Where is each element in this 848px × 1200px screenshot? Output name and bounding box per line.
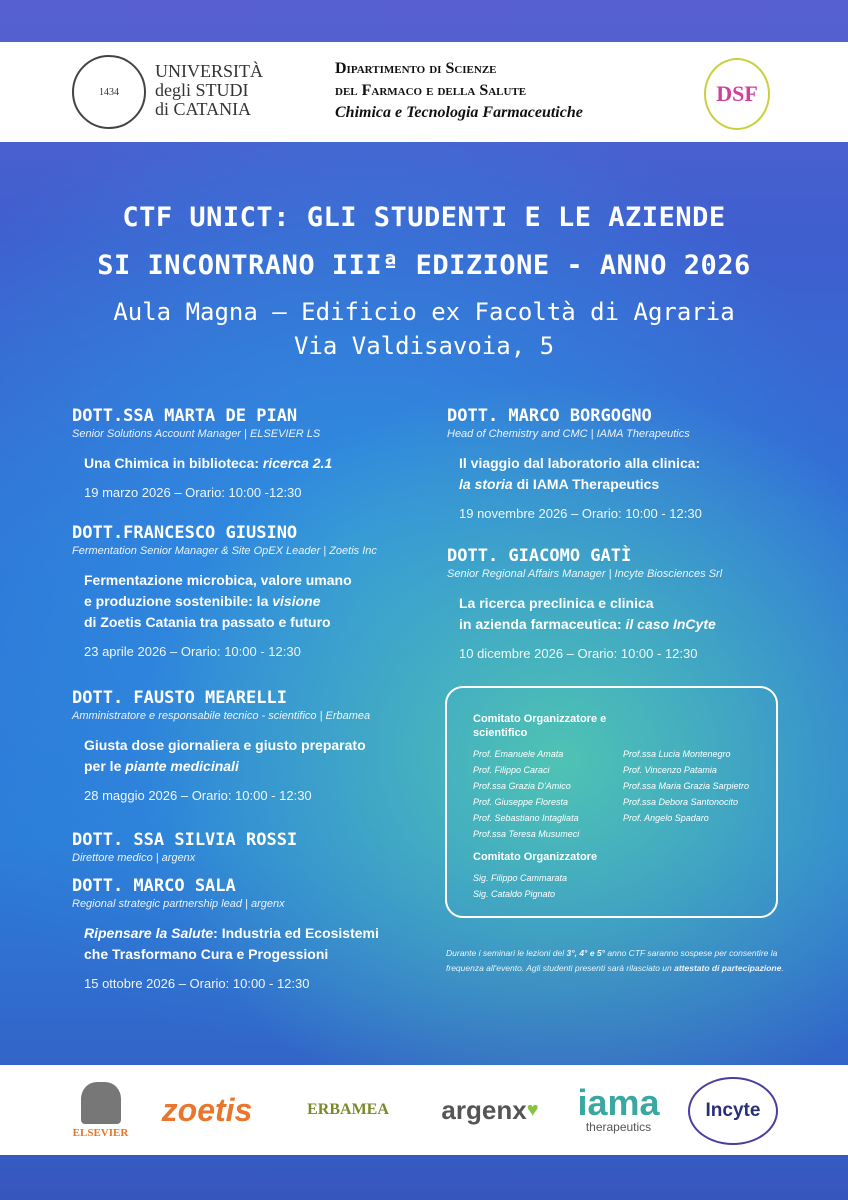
seminar <box>447 405 817 523</box>
talk-title: Fermentazione microbica, valore umano e produzione sostenibile: la visione di Zoetis Catania tra passato e futuro <box>84 572 352 630</box>
speaker-name: DOTT. MARCO BORGOGNO <box>447 406 652 426</box>
seminar <box>72 687 442 805</box>
committee-member: Prof.ssa Lucia Montenegro <box>623 749 731 759</box>
seminar-date: 23 aprile 2026 – Orario: 10:00 - 12:30 <box>84 644 301 659</box>
committee-member: Sig. Cataldo Pignato <box>473 889 556 899</box>
dsf-logo: DSF <box>704 58 770 130</box>
seminar-date: 28 maggio 2026 – Orario: 10:00 - 12:30 <box>84 788 312 803</box>
seminar <box>72 829 442 993</box>
course-name: Chimica e Tecnologia Farmaceutiche <box>335 104 583 121</box>
speaker-name: DOTT. MARCO SALA <box>72 876 236 896</box>
committee-member: Prof.ssa Maria Grazia Sarpietro <box>623 781 750 791</box>
talk-title: Il viaggio dal laboratorio alla clinica: la storia di IAMA Therapeutics <box>459 455 701 492</box>
speaker-role: Regional strategic partnership lead | argenx <box>72 898 285 910</box>
location-line: Via Valdisavoia, 5 <box>293 332 555 360</box>
seminar <box>72 405 442 502</box>
committee-member: Sig. Filippo Cammarata <box>473 873 568 883</box>
committee-title: Comitato Organizzatore e scientifico <box>473 713 607 739</box>
speaker-name: DOTT.SSA MARTA DE PIAN <box>72 406 298 426</box>
event-title <box>0 194 848 290</box>
speaker-role: Senior Solutions Account Manager | ELSEVIER LS <box>72 428 321 440</box>
seminar-date: 19 marzo 2026 – Orario: 10:00 -12:30 <box>84 485 302 500</box>
dept-line: del Farmaco e della Salute <box>335 82 527 99</box>
committee-member: Prof.ssa Teresa Musumeci <box>473 829 580 839</box>
speaker-name: DOTT. SSA SILVIA ROSSI <box>72 830 298 850</box>
committee-member: Prof. Vincenzo Patamia <box>623 765 717 775</box>
university-name <box>155 62 263 119</box>
speaker-role: Fermentation Senior Manager & Site OpEX Leader | Zoetis Inc <box>72 545 377 557</box>
speaker-name: DOTT. FAUSTO MEARELLI <box>72 688 287 708</box>
speaker-name: DOTT.FRANCESCO GIUSINO <box>72 523 298 543</box>
seminar-date: 10 dicembre 2026 – Orario: 10:00 - 12:30 <box>459 646 698 661</box>
talk-title: Una Chimica in biblioteca: ricerca 2.1 <box>84 455 333 471</box>
seminar <box>447 545 817 663</box>
seminar <box>72 522 442 661</box>
dept-line: Dipartimento di Scienze <box>335 60 497 77</box>
committee-box <box>445 686 778 918</box>
seminar-date: 19 novembre 2026 – Orario: 10:00 - 12:30 <box>459 506 702 521</box>
title-line: SI INCONTRANO IIIª EDIZIONE - ANNO 2026 <box>97 250 751 281</box>
committee-title: Comitato Organizzatore <box>473 851 598 863</box>
department-name <box>335 58 583 124</box>
elsevier-logo: ELSEVIER <box>68 1080 133 1140</box>
title-line: CTF UNICT: GLI STUDENTI E LE AZIENDE <box>122 202 726 233</box>
incyte-logo: Incyte <box>688 1077 778 1145</box>
committee-member: Prof. Emanuele Amata <box>473 749 564 759</box>
university-seal-logo: 1434 <box>72 55 146 129</box>
speaker-role: Senior Regional Affairs Manager | Incyte Biosciences Srl <box>447 568 723 580</box>
uni-line: degli STUDI <box>155 80 249 100</box>
speaker-role: Amministratore e responsabile tecnico - scientifico | Erbamea <box>72 710 371 722</box>
talk-title: Ripensare la Salute: Industria ed Ecosistemi che Trasformano Cura e Progessioni <box>84 925 379 962</box>
committee-member: Prof. Giuseppe Floresta <box>473 797 569 807</box>
argenx-logo: argenx ♥ <box>441 1094 539 1125</box>
speaker-role: Head of Chemistry and CMC | IAMA Therapeutics <box>447 428 690 440</box>
committee-member: Prof. Sebastiano Intagliata <box>473 813 579 823</box>
attendance-note: Durante i seminari le lezioni del 3°, 4° e 5° anno CTF saranno sospese per consentire la frequenza all'evento. Agli studenti presenti sarà rilasciato un attestato di partecipazione. <box>446 948 784 973</box>
right-column <box>447 405 817 685</box>
erbamea-logo: ERBAMEA <box>307 1101 389 1118</box>
uni-line: UNIVERSITÀ <box>155 61 263 81</box>
committee-member: Prof. Filippo Caraci <box>473 765 550 775</box>
uni-line: di CATANIA <box>155 99 252 119</box>
committee-member: Prof. Angelo Spadaro <box>623 813 709 823</box>
left-column <box>72 405 442 1007</box>
zoetis-logo: zoetis <box>161 1091 253 1128</box>
location-line: Aula Magna – Edificio ex Facoltà di Agraria <box>113 298 735 326</box>
committee-member: Prof.ssa Grazia D'Amico <box>473 781 571 791</box>
speaker-name: DOTT. GIACOMO GATÌ <box>447 546 632 566</box>
talk-title: La ricerca preclinica e clinica in azienda farmaceutica: il caso InCyte <box>459 595 716 632</box>
seminar-date: 15 ottobre 2026 – Orario: 10:00 - 12:30 <box>84 976 310 991</box>
committee-member: Prof.ssa Debora Santonocito <box>623 797 739 807</box>
talk-title: Giusta dose giornaliera e giusto preparato per le piante medicinali <box>84 737 366 774</box>
speaker-role: Direttore medico | argenx <box>72 852 196 864</box>
iama-logo: iama therapeutics <box>577 1082 660 1134</box>
event-location <box>0 295 848 363</box>
